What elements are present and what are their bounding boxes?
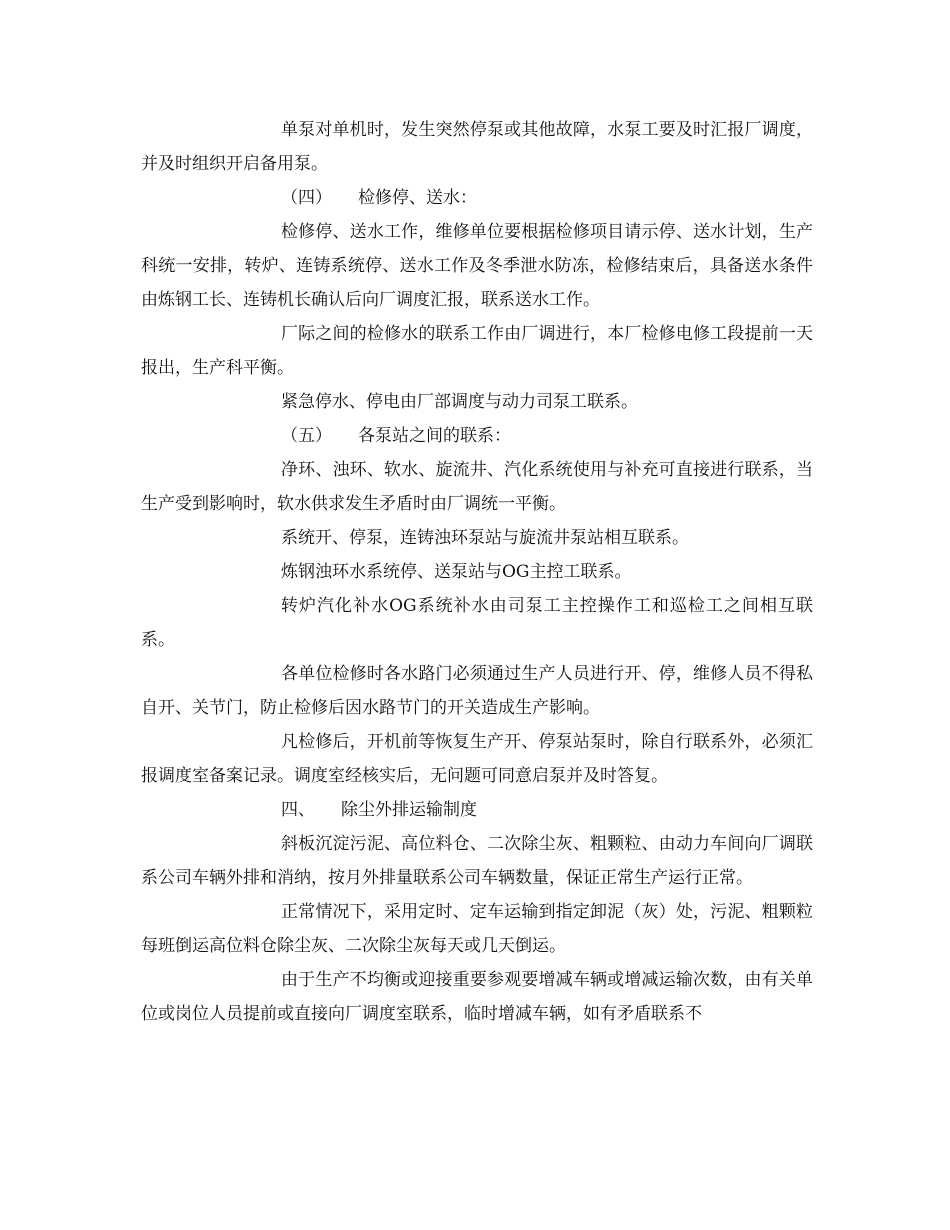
- paragraph-emergency-stop: 紧急停水、停电由厂部调度与动力司泵工联系。: [281, 392, 638, 412]
- paragraph-sludge-discharge: 斜板沉淀污泥、高位料仓、二次除尘灰、粗颗粒、由动力车间向厂调联系公司车辆外排和消纳，按月外排量联系公司车辆数量，保证正常生产运行正常。: [141, 834, 813, 888]
- paragraph-after-maintenance: 凡检修后，开机前等恢复生产开、停泵站泵时，除自行联系外，必须汇报调度室备案记录。调度室经核实后，无问题可同意启泵并及时答复。: [141, 732, 813, 786]
- paragraph-inter-plant: 厂际之间的检修水的联系工作由厂调进行，本厂检修电修工段提前一天报出，生产科平衡。: [141, 324, 813, 378]
- section-title: 检修停、送水：: [358, 188, 477, 208]
- paragraph-maintenance-water: 检修停、送水工作，维修单位要根据检修项目请示停、送水计划，生产科统一安排，转炉、连铸系统停、送水工作及冬季泄水防冻，检修结束后，具备送水条件由炼钢工长、连铸机长确认后向厂调度汇报，联系送水工作。: [141, 222, 813, 310]
- paragraph-normal-transport: 正常情况下，采用定时、定车运输到指定卸泥（灰）处，污泥、粗颗粒每班倒运高位料仓除尘灰、二次除尘灰每天或几天倒运。: [141, 902, 813, 956]
- section-number: 四、: [281, 800, 315, 820]
- paragraph-single-pump-failure: 单泵对单机时，发生突然停泵或其他故障，水泵工要及时汇报厂调度，并及时组织开启备用泵。: [141, 120, 813, 174]
- paragraph-vehicle-adjust: 由于生产不均衡或迎接重要参观要增减车辆或增减运输次数，由有关单位或岗位人员提前或直接向厂调度室联系，临时增减车辆，如有矛盾联系不: [141, 970, 813, 1024]
- paragraph-systems-supply: 净环、浊环、软水、旋流井、汽化系统使用与补充可直接进行联系，当生产受到影响时，软水供求发生矛盾时由厂调统一平衡。: [141, 460, 813, 514]
- section-title: 各泵站之间的联系：: [358, 426, 511, 446]
- section-heading-5: [141, 419, 813, 453]
- paragraph-og-contact: 炼钢浊环水系统停、送泵站与OG主控工联系。: [281, 562, 632, 582]
- paragraph-converter-vaporization: 转炉汽化补水OG系统补水由司泵工主控操作工和巡检工之间相互联系。: [141, 596, 813, 650]
- section-heading-four: [141, 793, 813, 827]
- paragraph-valve-operation: 各单位检修时各水路门必须通过生产人员进行开、停，维修人员不得私自开、关节门，防止检修后因水路节门的开关造成生产影响。: [141, 664, 813, 718]
- section-title: 除尘外排运输制度: [341, 800, 477, 820]
- section-number: （五）: [281, 426, 332, 446]
- paragraph-pump-start-stop: 系统开、停泵，连铸浊环泵站与旋流井泵站相互联系。: [281, 528, 689, 548]
- document-body: [141, 113, 813, 1031]
- section-number: （四）: [281, 188, 332, 208]
- section-heading-4: [141, 181, 813, 215]
